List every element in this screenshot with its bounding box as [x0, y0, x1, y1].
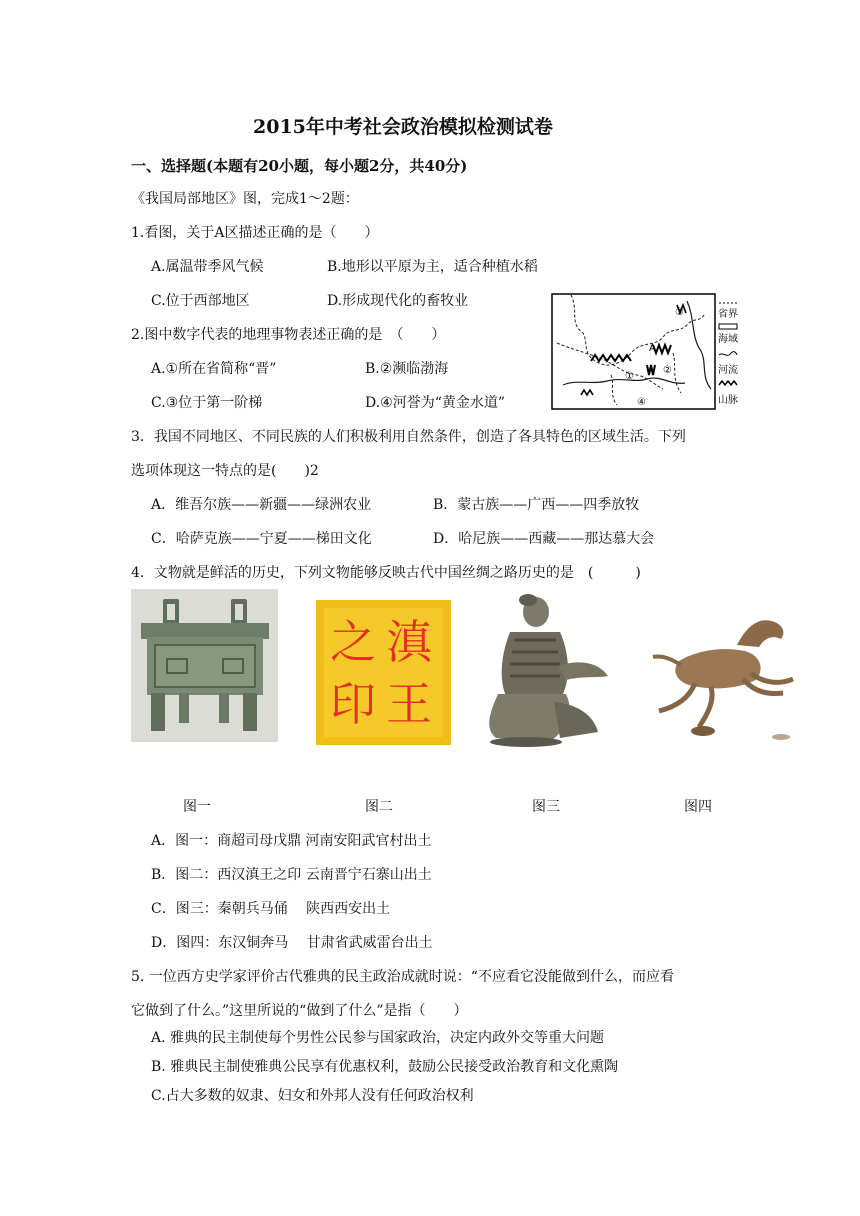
figure-3-caption: 图三	[532, 799, 560, 815]
figure-3-terracotta-warrior-image	[462, 592, 622, 750]
figure-1-bronze-ding-image	[131, 589, 278, 742]
map-marker-2: ②	[663, 365, 672, 376]
question-2-option-d: D.④河誉为“黄金水道”	[365, 395, 506, 411]
question-5-stem-line-2: 它做到了什么。”这里所说的“做到了什么”是指（ ）	[131, 1003, 468, 1019]
question-3-option-c: C．哈萨克族——宁夏——梯田文化	[151, 531, 372, 547]
figure-1-caption: 图一	[183, 799, 211, 815]
seal-char-4: 印	[330, 677, 376, 731]
figure-4-caption: 图四	[684, 799, 712, 815]
figure-2-caption: 图二	[365, 799, 393, 815]
map-label-a: A	[649, 343, 656, 354]
question-2-option-a: A.①所在省简称“晋”	[151, 361, 277, 377]
figure-2-seal-image	[316, 600, 451, 745]
question-3-option-d: D．哈尼族——西藏——那达慕大会	[433, 531, 655, 547]
question-1-option-a: A.属温带季风气候	[151, 259, 264, 275]
map-marker-1: ①	[625, 371, 634, 382]
question-4-option-c: C．图三：秦朝兵马俑 陕西西安出土	[151, 901, 391, 917]
question-2-stem: 2.图中数字代表的地理事物表述正确的是 （ ）	[131, 327, 446, 343]
legend-river: 河流	[718, 365, 738, 376]
question-5-option-a: A. 雅典的民主制使每个男性公民参与国家政治，决定内政外交等重大问题	[151, 1030, 605, 1046]
legend-mountain: 山脉	[718, 395, 738, 406]
question-3-stem-line-2: 选项体现这一特点的是( )2	[131, 463, 319, 479]
question-4-option-a: A．图一：商超司母戊鼎 河南安阳武官村出土	[151, 833, 432, 849]
seal-char-3: 之	[330, 615, 376, 669]
question-1-stem: 1.看图，关于A区描述正确的是（ ）	[131, 225, 379, 241]
map-legend	[718, 303, 738, 406]
map-marker-4: ④	[637, 397, 646, 408]
seal-char-1: 滇	[386, 615, 432, 669]
question-1-option-b: B.地形以平原为主，适合种植水稻	[327, 259, 538, 275]
legend-sea: 海域	[718, 334, 738, 345]
question-2-option-c: C.③位于第一阶梯	[151, 395, 263, 411]
question-2-option-b: B.②濒临渤海	[365, 361, 449, 377]
question-5-option-b: B. 雅典民主制使雅典公民享有优惠权利，鼓励公民接受政治教育和文化熏陶	[151, 1059, 619, 1075]
question-3-option-b: B．蒙古族——广西——四季放牧	[433, 497, 640, 513]
question-4-option-b: B．图二：西汉滇王之印 云南晋宁石寨山出土	[151, 867, 432, 883]
question-5-option-c: C.占大多数的奴隶、妇女和外邦人没有任何政治权利	[151, 1088, 474, 1104]
section-heading: 一、选择题(本题有20小题，每小题2分，共40分)	[131, 157, 468, 175]
legend-province-border: 省界	[718, 309, 738, 320]
question-4-stem: 4．文物就是鲜活的历史，下列文物能够反映古代中国丝绸之路历史的是 ( )	[131, 565, 641, 581]
question-4-option-d: D．图四：东汉铜奔马 甘肃省武威雷台出土	[151, 935, 433, 951]
seal-char-2: 王	[386, 677, 432, 731]
page-title: 2015年中考社会政治模拟检测试卷	[253, 116, 553, 138]
question-1-option-d: D.形成现代化的畜牧业	[327, 293, 469, 309]
question-3-option-a: A．维吾尔族——新疆——绿洲农业	[151, 497, 372, 513]
question-3-stem-line-1: 3．我国不同地区、不同民族的人们积极利用自然条件，创造了各具特色的区域生活。下列	[131, 429, 686, 445]
figure-4-bronze-horse-image	[641, 603, 805, 743]
map-marker-3: ③	[675, 307, 684, 318]
intro-text: 《我国局部地区》图，完成1～2题：	[131, 191, 359, 207]
question-5-stem-line-1: 5. 一位西方史学家评价古代雅典的民主政治成就时说：“不应看它没能做到什么，而应看	[131, 969, 674, 985]
regional-map	[551, 293, 741, 411]
question-1-option-c: C.位于西部地区	[151, 293, 250, 309]
